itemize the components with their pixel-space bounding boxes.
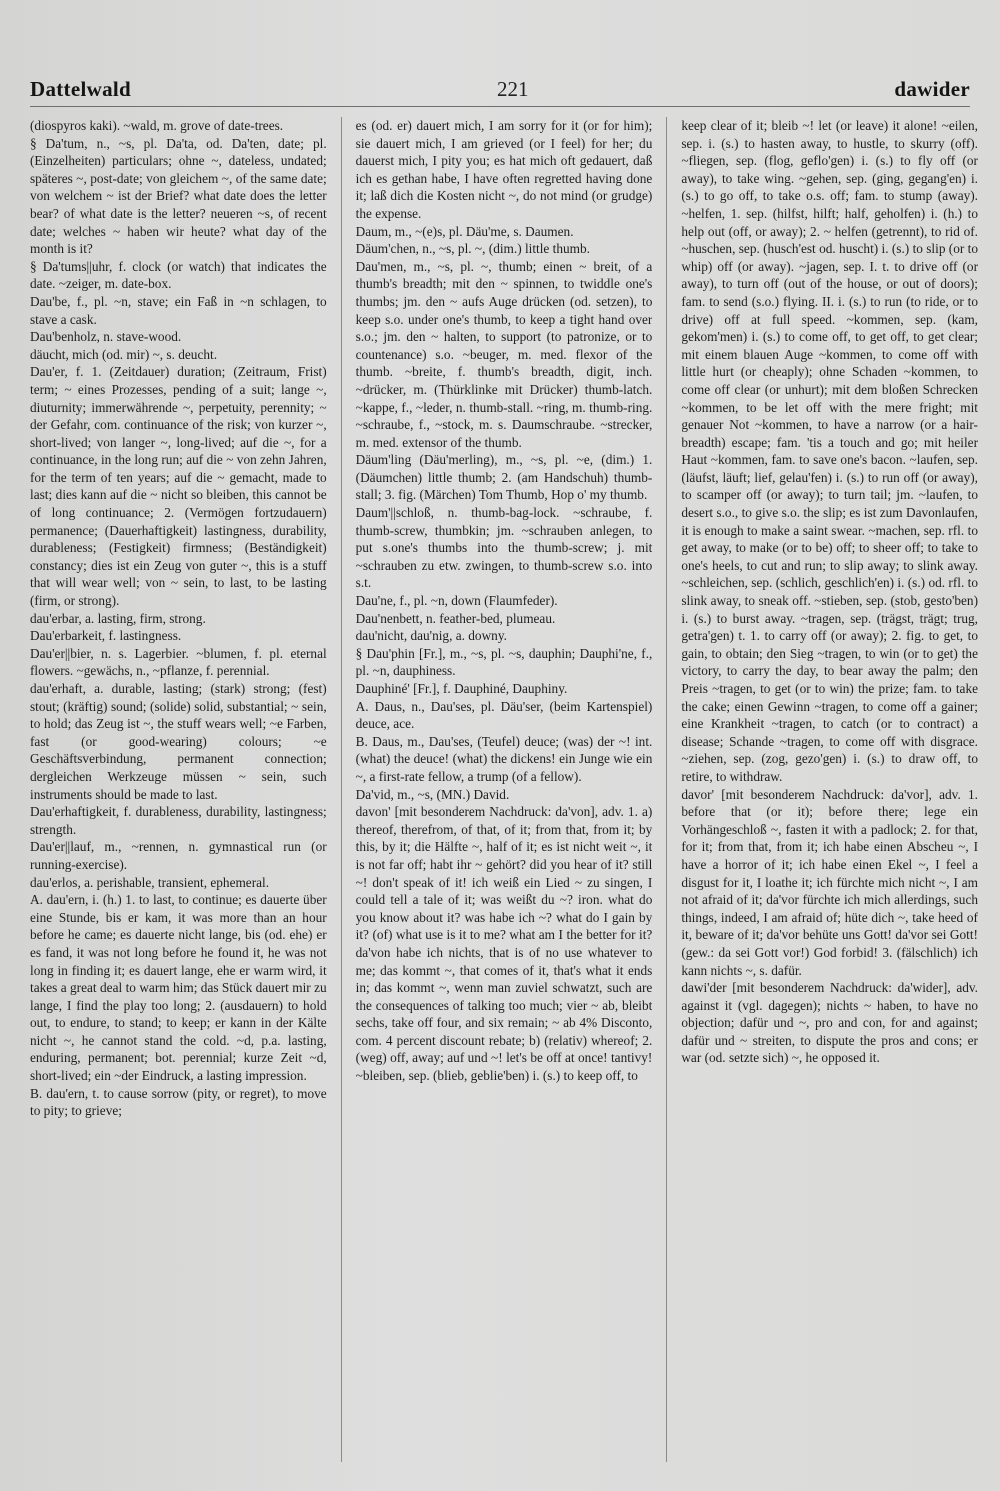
column-rule [341, 117, 342, 1462]
dictionary-entry: Da'vid, m., ~s, (MN.) David. [355, 786, 510, 802]
dictionary-entry: dau'erlos, a. perishable, transient, ephemeral. [30, 874, 270, 890]
dictionary-entry: Dau'benholz, n. stave-wood. [30, 329, 182, 345]
dictionary-entry: B. dau'ern, t. to cause sorrow (pity, or regret), to move to pity; to grieve; [30, 1085, 327, 1119]
dictionary-entry: Dau'ne, f., pl. ~n, down (Flaumfeder). [355, 593, 558, 609]
dictionary-entry: § Dau'phin [Fr.], m., ~s, pl. ~s, dauphin; Dauphi'ne, f., pl. ~n, dauphiness. [355, 645, 653, 679]
dictionary-entry: Däum'ling (Däu'merling), m., ~s, pl. ~e, (dim.) 1. (Däumchen) little thumb; 2. (am Handschuh) thumb-stall; 3. fig. (Märchen) Tom Thumb, Hop o' my thumb. [355, 452, 653, 503]
dictionary-entry: dawi'der [mit besonderem Nachdruck: da'wider], adv. against it (vgl. dagegen); nichts ~ haben, to have no objection; dafür und ~, pro and con, for and against; dafür und ~ streiten, to dispute the pros and cons; er war (od. setzte sich) ~, he opposed it. [681, 980, 978, 1066]
dictionary-entry: A. dau'ern, i. (h.) 1. to last, to continue; es dauerte über eine Stunde, bis er kam, it was more than an hour before he came; es dauerte nicht lange, bis (od. ehe) er es fand, it was not long before he found it, he was not long in finding it; es dauert lange, ehe er warm wird, it takes a great deal to warm him; das Stück dauert mir zu lange, I find the play too long; 2. (ausdauern) to hold out, to endure, to stand; to keep; er kann in der Kälte nicht ~, he cannot stand the cold. ~d, p.a. lasting, enduring, permanent; bot. perennial; kurze Zeit ~d, short-lived; ein ~der Eindruck, a lasting impression. [30, 892, 327, 1084]
dictionary-entry: Daum'||schloß, n. thumb-bag-lock. ~schraube, f. thumb-screw, thumbkin; jm. ~schrauben anlegen, to put s.one's thumbs into the thumb-screw; j. mit ~schrauben zu etw. zwingen, to thumb-screw s.o. into s.t. [355, 505, 653, 591]
dictionary-entry: Dau'er, f. 1. (Zeitdauer) duration; (Zeitraum, Frist) term; ~ eines Prozesses, pending of a suit; lange ~, diuturnity; immerwährende ~, perpetuity, perennity; ~ der Gefahr, com. continuance of the risk; von kurzer ~, short-lived; von langer ~, long-lived; auf die ~, for a continuance, in the long run; auf die ~ von zehn Jahren, for the term of ten years; auf die ~ gemacht, made to last; dies kann auf die ~ nicht so bleiben, this cannot be of long continuance; 2. (Vermögen fortzudauern) permanence; (Dauerhaftigkeit) lastingness, durability, durableness; (Festigkeit) firmness; (Beständigkeit) constancy; dies ist ein Zeug von guter ~, this is a stuff that will wear well; von ~ sein, to last, to be lasting (firm, or strong). [30, 364, 327, 609]
dictionary-entry: däucht, mich (od. mir) ~, s. deucht. [30, 346, 218, 362]
dictionary-entry: dau'erbar, a. lasting, firm, strong. [30, 610, 206, 626]
running-header [30, 72, 970, 107]
page-number: 221 [496, 76, 529, 101]
dictionary-entry: Dau'erhaftigkeit, f. durableness, durability, lastingness; strength. [30, 804, 327, 837]
dictionary-entry: dau'nicht, dau'nig, a. downy. [355, 628, 507, 644]
dictionary-entry: Dau'nenbett, n. feather-bed, plumeau. [355, 610, 556, 626]
dictionary-entry: es (od. er) dauert mich, I am sorry for it (or for him); sie dauert mich, I am grieved (or I feel) for her; du dauerst mich, I pity you; es hat mich oft gedauert, daß ich es gethan habe, I have often regretted having done it; laß dich die Kosten nicht ~, do not mind (or grudge) the expense. [355, 118, 653, 221]
dictionary-entry: § Da'tum, n., ~s, pl. Da'ta, od. Da'ten, date; pl. (Einzelheiten) particulars; ohne ~, dateless, undated; späteres ~, post-date; von gleichem ~, of the same date; von welchem ~ ist der Brief? what date does the letter bear? of what date is the letter? neueren ~s, of recent date; welches ~ haben wir heute? what day of the month is it? [30, 135, 327, 257]
dictionary-entry: B. Daus, m., Dau'ses, (Teufel) deuce; (was) der ~! int. (what) the deuce! (what) the dickens! ein Junge wie ein ~, a first-rate fellow, a trump (of a fellow). [355, 733, 653, 784]
dictionary-entry: (diospyros kaki). ~wald, m. grove of date-trees. [30, 118, 284, 133]
dictionary-entry: § Da'tums||uhr, f. clock (or watch) that indicates the date. ~zeiger, m. date-box. [30, 258, 327, 292]
dictionary-entry: keep clear of it; bleib ~! let (or leave) it alone! ~eilen, sep. i. (s.) to hasten away, to hustle, to skurry (off). ~fliegen, sep. (flog, geflo'gen) i. (s.) to fly off (or away), to take wing. ~gehen, sep. (ging, gegang'en) i. (s.) to go off, to take o.s. off; fam. to stump (away). ~helfen, 1. sep. (hilfst, hilft; half, geholfen) i. (h.) to help out (off, or away); 2. ~ helfen (getrennt), to rid of. ~huschen, sep. (husch'est od. huscht) i. (s.) to slip (or to whip) off (or away). ~jagen, sep. I. t. to drive off (or away), to turn off (out of the house, or out of doors); fam. to send (s.o.) flying. II. i. (s.) to run (to ride, or to drive) off at full speed. ~kommen, sep. (kam, gekom'men) i. (s.) to come off, to get off, to get clear; mit einem blauen Auge ~kommen, to come off with little hurt (or cheaply); ohne Schaden ~kommen, to come off clear (or unhurt); mit dem bloßen Schrecken ~kommen, to be let off with the mere fright; mit genauer Not ~kommen, to have a narrow (or a hair-breadth) escape; fam. 'tis a touch and go; mit heiler Haut ~kommen, fam. to save one's bacon. ~laufen, sep. (läufst, läuft; lief, gelau'fen) i. (s.) to run off (or away), to scamper off (or away); to turn tail; jm. ~laufen, to desert s.o., to give s.o. the slip; es ist zum Davonlaufen, it is enough to make a saint swear. ~machen, sep. rfl. to get away, to make (or to be) off; to sheer off; to take to one's heels, to cut and run; to slip away; to slink away. ~schleichen, sep. (schlich, geschlich'en) i. (s.) od. rfl. to slink away, to sneak off. ~stieben, sep. (stob, gesto'ben) i. (s.) to burst away. ~tragen, sep. (trägst, trägt; trug, getra'gen) t. 1. to carry off (or away); 2. fig. to get, to gain, to obtain; den Sieg ~tragen, to win (or to get) the victory, to carry the day, to bear away the palm; den Preis ~tragen, to get (or to win) the prize; fam. to take the cake; einen Gewinn ~tragen, to come off a gainer; eine Krankheit ~tragen, to catch (or to contract) a disease; Schande ~tragen, to come off with disgrace. ~ziehen, sep. (zog, gezo'gen) i. (s.) to draw off, to retire, to withdraw. [681, 118, 978, 784]
column-3 [681, 117, 978, 1462]
dictionary-entry: Dau'erbarkeit, f. lastingness. [30, 628, 182, 644]
dictionary-entry: Daum, m., ~(e)s, pl. Däu'me, s. Daumen. [355, 223, 574, 239]
dictionary-entry: Dau'er||lauf, m., ~rennen, n. gymnastical run (or running-exercise). [30, 839, 327, 872]
dictionary-entry: davon' [mit besonderem Nachdruck: da'von], adv. 1. a) thereof, therefrom, of that, of it; from that, from it; by this, by it; die Hälfte ~, half of it; es ist nicht weit ~, it is not far off; habt ihr ~ gehört? did you hear of it? still ~! don't speak of it! ich weiß ein Lied ~ zu singen, I could tell a tale of it; was weißt du ~? iron. what do you know about it? was habe ich ~? what do I gain by it? (of) what use is it to me? what am I the better for it? da'von habe ich nichts, that is of no use whatever to me; das kommt ~, that comes of it, that's what it ends in; das kommt ~, wenn man zuviel schwatzt, such are the consequences of talking too much; vier ~ ab, bleibt sechs, take off four, and six remain; ~ ab 4% Disconto, com. 4 percent discount rebate; b) (relativ) whereof; 2. (weg) off, away; auf und ~! let's be off at once! tantivy! ~bleiben, sep. (blieb, geblie'ben) i. (s.) to keep off, to [355, 804, 653, 1084]
column-1 [30, 117, 327, 1462]
dictionary-entry: davor' [mit besonderem Nachdruck: da'vor], adv. 1. before that (or it); before there; lege ein Vorhängeschloß ~, fasten it with a padlock; 2. for that, for it; from that, from it; ich habe einen Abscheu ~, I have a horror of it; ich habe einen Ekel ~, I feel a disgust for it, I loathe it; ich fürchte mich nicht ~, I am not afraid of it; da'vor fürchte ich mich allerdings, such things, indeed, I am afraid of; hüte dich ~, take heed of it, beware of it; da'vor behüte uns Gott! da'vor sei Gott! (gew.: da sei Gott vor!) God forbid! 3. (fälschlich) ich kann nichts ~, s. dafür. [681, 786, 978, 978]
dictionary-entry: Dau'be, f., pl. ~n, stave; ein Faß in ~n schlagen, to stave a cask. [30, 293, 327, 327]
dictionary-entry: Dau'er||bier, n. s. Lagerbier. ~blumen, f. pl. eternal flowers. ~gewächs, n., ~pflanze, f. perennial. [30, 645, 327, 679]
right-guide-word: dawider [894, 76, 970, 101]
left-guide-word: Dattelwald [30, 76, 131, 101]
entry-columns [30, 117, 978, 1462]
column-2 [356, 117, 653, 1462]
column-rule [666, 117, 667, 1462]
dictionary-entry: A. Daus, n., Dau'ses, pl. Däu'ser, (beim Kartenspiel) deuce, ace. [355, 698, 653, 732]
dictionary-entry: dau'erhaft, a. durable, lasting; (stark) strong; (fest) stout; (kräftig) sound; (solide) solid, substantial; ~ sein, to hold; das Zeug ist ~, the stuff wears well; ~e Farben, fast (or good-wearing) colours; ~e Geschäftsverbindung, permanent connection; dergleichen Werkzeuge müssen ~ sein, such instruments should be made to last. [30, 681, 327, 802]
dictionary-entry: Däum'chen, n., ~s, pl. ~, (dim.) little thumb. [355, 241, 590, 257]
dictionary-entry: Dau'men, m., ~s, pl. ~, thumb; einen ~ breit, of a thumb's breadth; mit den ~ spinnen, to twiddle one's thumbs; jm. den ~ aufs Auge drücken (od. setzen), to keep s.o. under one's thumb, to keep a tight hand over s.o.; jm. den ~ halten, to support (to patronize, or to countenance) s.o. ~beuger, m. med. flexor of the thumb. ~breite, f. thumb's breadth, digit, inch. ~drücker, m. (Thürklinke mit Drücker) thumb-latch. ~kappe, f., ~leder, n. thumb-stall. ~ring, m. thumb-ring. ~schraube, f., ~stock, m. s. Daumschraube. ~strecker, m. med. extensor of the thumb. [355, 258, 653, 450]
dictionary-entry: Dauphiné' [Fr.], f. Dauphiné, Dauphiny. [355, 681, 568, 696]
